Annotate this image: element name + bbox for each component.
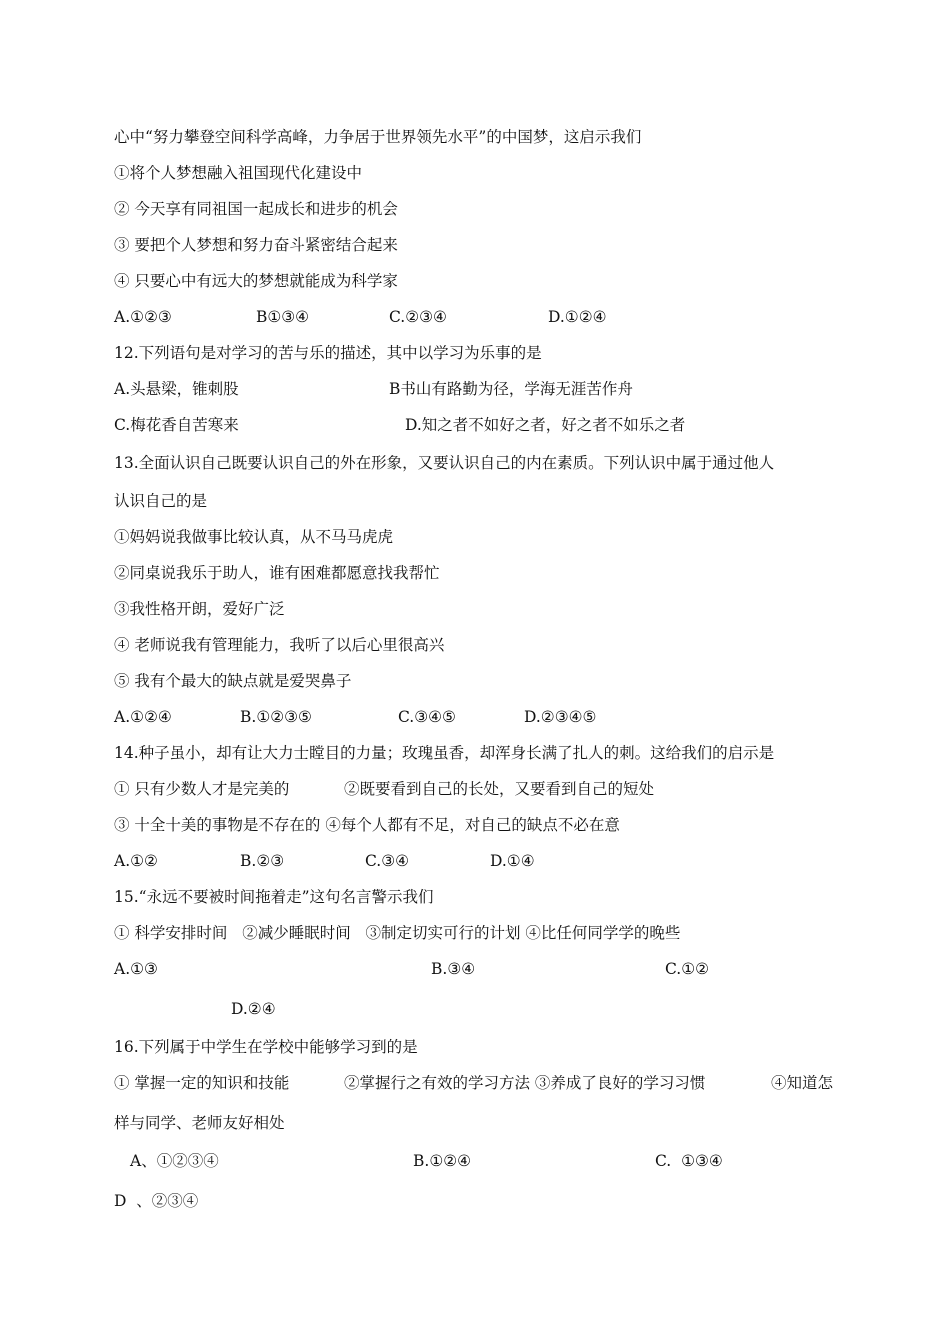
q13-option-a: A.①②④ (114, 708, 172, 726)
q14-option-a: A.①② (114, 852, 158, 870)
q14-option-c: C.③④ (365, 852, 410, 870)
q15-option-c: C.①② (665, 960, 710, 978)
q13-item-3: ③我性格开朗，爱好广泛 (114, 600, 285, 618)
q13-option-c: C.③④⑤ (398, 708, 456, 726)
q13-stem-line-1: 13.全面认识自己既要认识自己的外在形象，又要认识自己的内在素质。下列认识中属于通过他人 (114, 454, 775, 472)
q11-item-3: ③ 要把个人梦想和努力奋斗紧密结合起来 (114, 236, 398, 254)
q11-option-c: C.②③④ (389, 308, 447, 326)
q11-option-a: A.①②③ (114, 308, 172, 326)
q14-option-d: D.①④ (490, 852, 535, 870)
q16-item-1: ① 掌握一定的知识和技能 (114, 1074, 290, 1092)
q13-item-4: ④ 老师说我有管理能力，我听了以后心里很高兴 (114, 636, 445, 654)
q14-option-b: B.②③ (240, 852, 285, 870)
q12-option-d: D.知之者不如好之者，好之者不如乐之者 (405, 416, 686, 434)
q16-option-b: B.①②④ (413, 1152, 472, 1170)
q13-item-1: ①妈妈说我做事比较认真，从不马马虎虎 (114, 528, 394, 546)
q15-stem: 15.“永远不要被时间拖着走”这句名言警示我们 (114, 888, 434, 906)
q16-option-a: A、①②③④ (130, 1152, 219, 1170)
q12-stem: 12.下列语句是对学习的苦与乐的描述，其中以学习为乐事的是 (114, 344, 542, 362)
q12-option-b: B书山有路勤为径，学海无涯苦作舟 (389, 380, 633, 398)
q16-option-c: C. ①③④ (655, 1152, 723, 1170)
q11-option-b: B①③④ (256, 308, 310, 326)
q11-option-d: D.①②④ (548, 308, 607, 326)
q15-items: ① 科学安排时间 ②减少睡眠时间 ③制定切实可行的计划 ④比任何同学学的晚些 (114, 924, 681, 942)
q14-item-1: ① 只有少数人才是完美的 (114, 780, 290, 798)
q16-stem: 16.下列属于中学生在学校中能够学习到的是 (114, 1038, 418, 1056)
q13-item-5: ⑤ 我有个最大的缺点就是爱哭鼻子 (114, 672, 352, 690)
q16-items-line-2: 样与同学、老师友好相处 (114, 1114, 285, 1132)
q11-item-4: ④ 只要心中有远大的梦想就能成为科学家 (114, 272, 398, 290)
q12-option-c: C.梅花香自苦寒来 (114, 416, 239, 434)
q14-item-2: ②既要看到自己的长处，又要看到自己的短处 (344, 780, 655, 798)
q13-item-2: ②同桌说我乐于助人，谁有困难都愿意找我帮忙 (114, 564, 440, 582)
q11-stem-tail: 心中“努力攀登空间科学高峰，力争居于世界领先水平”的中国梦，这启示我们 (114, 128, 642, 146)
q12-option-a: A.头悬梁，锥刺股 (114, 380, 239, 398)
q13-option-b: B.①②③⑤ (240, 708, 312, 726)
q15-option-b: B.③④ (431, 960, 476, 978)
q15-option-a: A.①③ (114, 960, 158, 978)
q16-item-4-start: ④知道怎 (771, 1074, 834, 1092)
q11-item-1: ①将个人梦想融入祖国现代化建设中 (114, 164, 363, 182)
q16-option-d: D 、②③④ (114, 1192, 199, 1210)
q14-stem: 14.种子虽小，却有让大力士瞠目的力量；玫瑰虽香，却浑身长满了扎人的刺。这给我们的启示是 (114, 744, 775, 762)
q13-stem-line-2: 认识自己的是 (114, 492, 208, 510)
q16-items-2-3: ②掌握行之有效的学习方法 ③养成了良好的学习习惯 (344, 1074, 706, 1092)
q15-option-d: D.②④ (231, 1000, 276, 1018)
q14-items-line-2: ③ 十全十美的事物是不存在的 ④每个人都有不足，对自己的缺点不必在意 (114, 816, 620, 834)
q11-item-2: ② 今天享有同祖国一起成长和进步的机会 (114, 200, 398, 218)
q13-option-d: D.②③④⑤ (524, 708, 597, 726)
